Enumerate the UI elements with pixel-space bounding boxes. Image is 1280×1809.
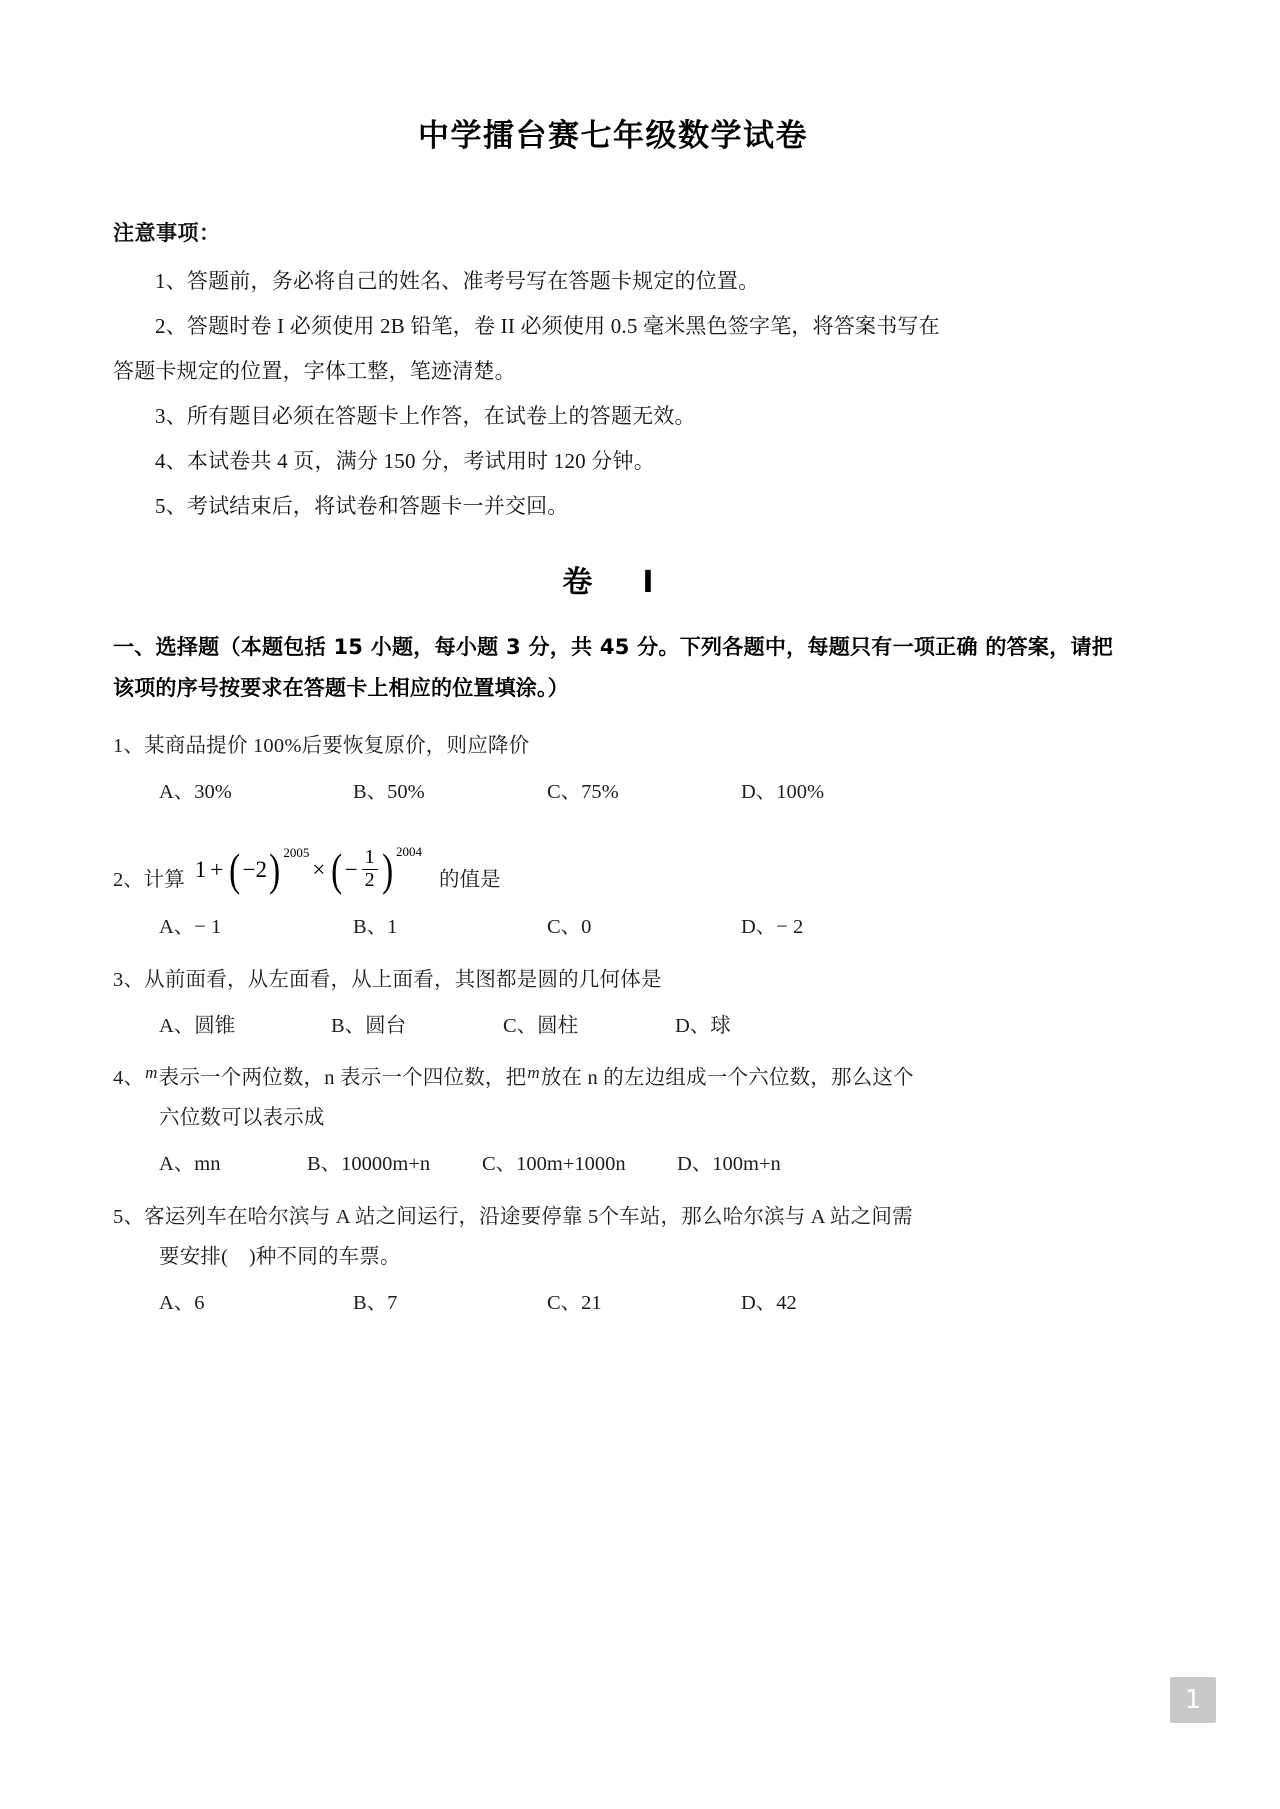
math-exponent-2004: 2004: [396, 844, 422, 860]
notice-list: [113, 261, 1113, 527]
page-number-badge: 1: [1170, 1677, 1216, 1723]
notice-item: 4、本试卷共 4 页，满分 150 分，考试用时 120 分钟。: [155, 448, 655, 473]
question-stem: [113, 826, 1113, 902]
question-text-part-b: 放在 n 的左边组成一个六位数，那么这个: [540, 1067, 914, 1090]
math-close-paren: ): [381, 843, 393, 895]
math-negative-sign: −: [344, 856, 358, 882]
option-d[interactable]: D、− 2: [741, 915, 804, 938]
choice-heading-line1: 一、选择题（本题包括 15 小题，每小题 3 分，共 45 分。下列各题中，每题只有一项正确: [113, 634, 978, 659]
notice-item: 1、答题前，务必将自己的姓名、准考号写在答题卡规定的位置。: [155, 269, 760, 294]
choice-section-heading: [113, 627, 1113, 709]
option-c[interactable]: C、0: [547, 915, 592, 938]
option-a[interactable]: A、圆锥: [159, 1014, 236, 1037]
option-c[interactable]: C、75%: [547, 780, 619, 803]
math-operand-one: 1: [194, 856, 207, 882]
option-d[interactable]: D、100m+n: [677, 1153, 781, 1176]
question-2: [113, 826, 1113, 947]
variable-m-second: m: [527, 1063, 540, 1083]
page-title: 中学擂台赛七年级数学试卷: [418, 118, 808, 154]
question-text: 某商品提价 100%后要恢复原价，则应降价: [144, 734, 530, 757]
variable-m-first: m: [145, 1063, 158, 1083]
choice-heading-line2: 的答案，请把该项的序号按要求在答题卡上相应的位置填涂。）: [113, 634, 1114, 700]
option-d[interactable]: D、球: [675, 1014, 731, 1037]
option-a[interactable]: A、mn: [159, 1153, 221, 1176]
math-close-paren: ): [269, 843, 281, 895]
question-stem: [113, 1059, 1113, 1099]
question-text-tail: 的值是: [439, 868, 501, 891]
question-options: [113, 773, 1113, 812]
math-fraction-one-half: [360, 847, 380, 891]
math-paren-group-1: [227, 843, 282, 895]
option-b[interactable]: B、7: [353, 1292, 398, 1315]
math-plus-operator: +: [210, 856, 224, 882]
option-d[interactable]: D、42: [741, 1292, 797, 1315]
math-expression: [185, 843, 427, 901]
option-b[interactable]: B、50%: [353, 780, 425, 803]
math-open-paren: (: [229, 843, 241, 895]
question-stem: [113, 727, 1113, 767]
question-number: 2、: [113, 868, 144, 891]
notice-item: 2、答题时卷 I 必须使用 2B 铅笔，卷 II 必须使用 0.5 毫米黑色签字笔，将答案书写在: [155, 314, 940, 339]
question-3: [113, 961, 1113, 1046]
question-4: [113, 1059, 1113, 1184]
option-b[interactable]: B、10000m+n: [307, 1153, 431, 1176]
question-number: 3、: [113, 968, 145, 991]
question-stem-continuation: 要安排( )种不同的车票。: [159, 1246, 401, 1269]
question-text-part-a: 表示一个两位数，n 表示一个四位数，把: [158, 1067, 527, 1090]
question-options: [113, 908, 1113, 947]
math-base-negative-two: −2: [242, 856, 268, 882]
paper-content: [113, 0, 1113, 1337]
question-text: 从前面看，从左面看，从上面看，其图都是圆的几何体是: [144, 968, 662, 991]
question-text: 客运列车在哈尔滨与 A 站之间运行，沿途要停靠 5个车站，那么哈尔滨与 A 站之间需: [144, 1206, 913, 1229]
question-number: 1、: [113, 734, 145, 757]
math-open-paren: (: [331, 843, 343, 895]
option-a[interactable]: A、6: [159, 1292, 205, 1315]
question-stem-continuation: 六位数可以表示成: [159, 1107, 325, 1130]
option-b[interactable]: B、圆台: [331, 1014, 407, 1037]
option-a[interactable]: A、30%: [159, 780, 232, 803]
question-text-lead: 计算: [143, 868, 185, 891]
question-stem: [113, 1198, 1113, 1238]
notice-section: [113, 217, 1113, 527]
question-stem: [113, 961, 1113, 1001]
option-c[interactable]: C、100m+1000n: [482, 1153, 626, 1176]
notice-heading: 注意事项：: [113, 221, 221, 246]
option-a[interactable]: A、− 1: [159, 915, 222, 938]
option-d[interactable]: D、100%: [741, 780, 825, 803]
question-options: [113, 1007, 1113, 1046]
math-exponent-2005: 2005: [283, 844, 310, 860]
question-options: [113, 1145, 1113, 1184]
question-5: [113, 1198, 1113, 1323]
notice-item: 5、考试结束后，将试卷和答题卡一并交回。: [155, 493, 569, 518]
paper-section-band: 卷 I: [562, 564, 664, 600]
math-power-term-2: [329, 843, 422, 895]
fraction-numerator: 1: [364, 846, 375, 869]
math-times-operator: ×: [312, 856, 326, 882]
question-options: [113, 1284, 1113, 1323]
question-1: [113, 727, 1113, 812]
fraction-denominator: 2: [362, 869, 378, 892]
math-paren-group-2: [329, 843, 395, 895]
question-number: 4、: [113, 1067, 145, 1090]
option-b[interactable]: B、1: [353, 915, 398, 938]
notice-item: 3、所有题目必须在答题卡上作答，在试卷上的答题无效。: [155, 404, 696, 428]
notice-item-continuation: 答题卡规定的位置，字体工整，笔迹清楚。: [113, 359, 516, 384]
question-number: 5、: [113, 1206, 145, 1229]
option-c[interactable]: C、21: [547, 1292, 602, 1315]
option-c[interactable]: C、圆柱: [503, 1014, 579, 1037]
math-power-term-1: [227, 843, 310, 895]
